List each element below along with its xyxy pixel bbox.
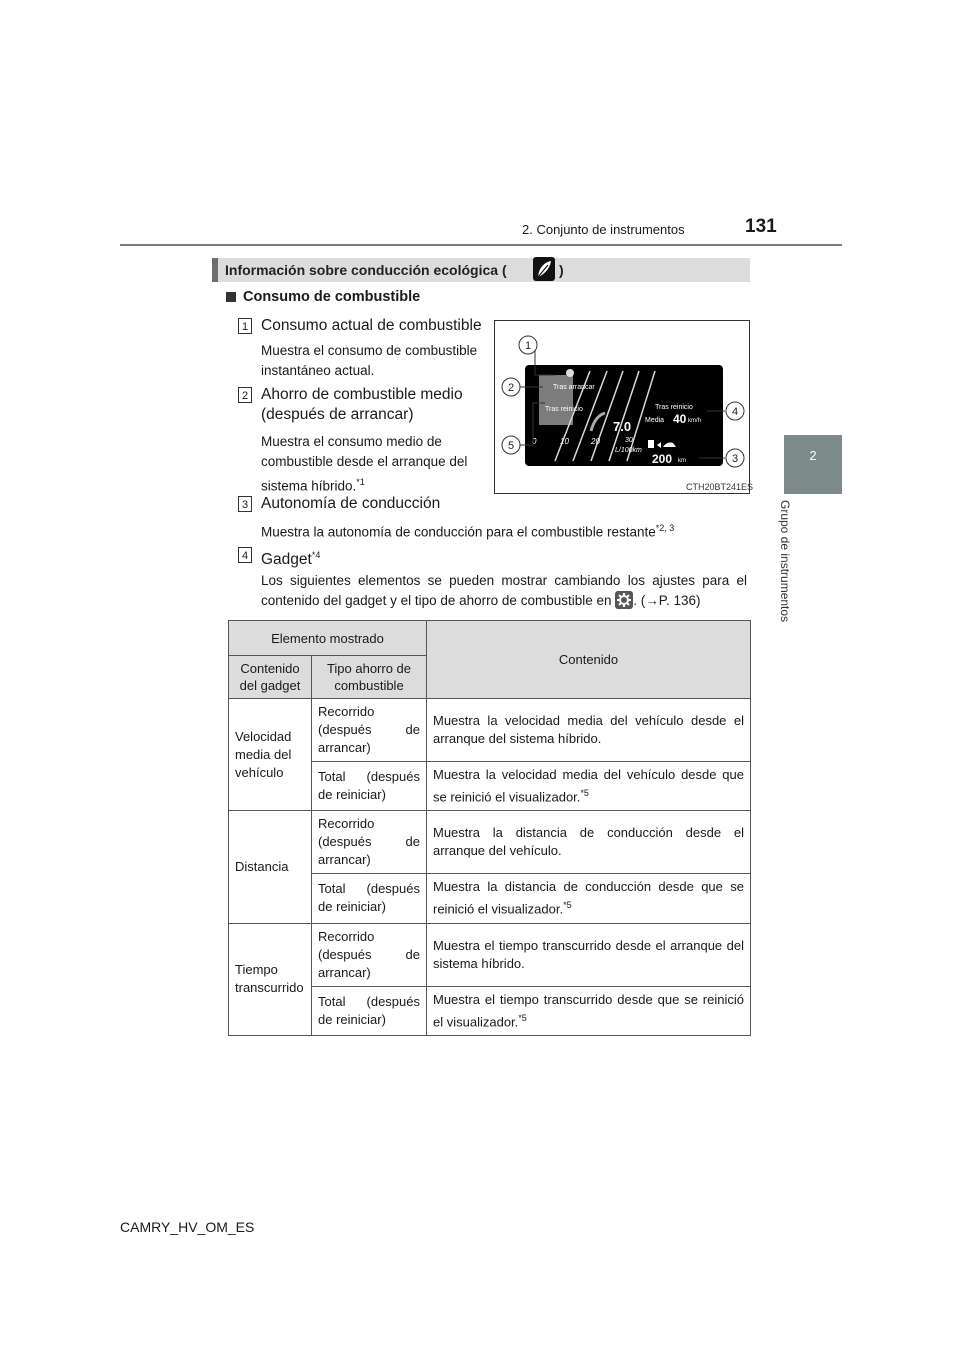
range-unit: km [678, 458, 686, 464]
chapter-number: 2 [809, 448, 817, 463]
footnote-ref: *5 [563, 900, 572, 911]
callout-5: 5 [507, 440, 515, 452]
reset-title: Tras reinicio [655, 404, 693, 411]
content-cell: Muestra la velocidad media del vehículo desde el arranque del sistema híbrido. [427, 699, 751, 762]
content-cell: Muestra la velocidad media del vehículo desde que se reinició el visualizador.$^{*5}$ [427, 762, 751, 811]
group-name: Velocidad media del vehículo [229, 699, 312, 811]
item-title: Autonomía de conducción [261, 495, 441, 512]
header-rule [120, 244, 842, 246]
footnote-ref: *5 [580, 788, 589, 798]
type-cell: Total (después de reiniciar) [312, 762, 427, 811]
content-cell: Muestra el tiempo transcurrido desde el arranque del sistema híbrido. [427, 923, 751, 986]
type-cell: Total (después de reiniciar) [312, 874, 427, 923]
scale-0: 0 [532, 437, 537, 446]
callout-3: 3 [731, 453, 739, 465]
settings-gear-icon [615, 591, 633, 609]
header-content: Contenido [427, 621, 751, 699]
footnote-ref: *2, 3 [655, 523, 675, 533]
item-title: Consumo actual de combustible [261, 317, 482, 334]
subheading: Consumo de combustible [243, 289, 421, 305]
group-name: Distancia [229, 811, 312, 923]
avg-value: 40 [673, 412, 687, 426]
header-displayed: Elemento mostrado [229, 621, 427, 656]
item-number: 1 [238, 318, 252, 334]
label-after-reset: Tras reinicio [545, 406, 583, 413]
item-title: Gadget$^{*4}$ [261, 550, 321, 569]
fuel-pump-icon [648, 440, 654, 448]
section-title: 2. Conjunto de instrumentos [522, 222, 685, 237]
item-number: 4 [238, 547, 252, 563]
info-table [228, 620, 751, 1036]
fuel-unit: L/100km [615, 447, 642, 454]
chapter-tab [784, 435, 842, 494]
chapter-label: Grupo de instrumentos [778, 500, 792, 623]
item-number: 3 [238, 496, 252, 512]
banner-close-paren: ) [559, 262, 564, 278]
header-gadget: Contenido del gadget [229, 656, 312, 699]
banner-title: Información sobre conducción ecológica ( [225, 262, 507, 278]
document-code: CAMRY_HV_OM_ES [120, 1219, 255, 1235]
scale-10: 10 [560, 437, 569, 446]
type-cell: Recorrido (después de arrancar) [312, 811, 427, 874]
item-description: Muestra el consumo de combustible instantáneo actual. [261, 343, 478, 378]
item-title: Ahorro de combustible medio (después de arrancar) [261, 386, 463, 423]
item-description: Los siguientes elementos se pueden mostrar cambiando los ajustes para el contenido del gadget y el tipo de ahorro de combustible en . (→P. 136) [261, 573, 747, 608]
page-number: 131 [745, 216, 777, 237]
callout-4: 4 [731, 406, 739, 418]
content-cell: Muestra la distancia de conducción desde el arranque del vehículo. [427, 811, 751, 874]
callout-2: 2 [507, 382, 515, 394]
label-after-start: Tras arrancar [553, 384, 595, 391]
callout-1: 1 [524, 340, 532, 352]
avg-label: Media [645, 417, 665, 424]
instrument-figure [494, 320, 750, 494]
eco-leaf-icon [533, 257, 555, 281]
range-value: 200 [652, 452, 673, 466]
bullet-square [226, 292, 236, 302]
footnote-ref: *1 [356, 477, 365, 487]
item-description: Muestra el consumo medio de combustible desde el arranque del sistema híbrido.$^{*1}$ [261, 434, 468, 494]
scale-20: 20 [591, 437, 600, 446]
footnote-ref: *4 [311, 550, 321, 560]
footnote-ref: *5 [518, 1012, 527, 1023]
content-cell: Muestra el tiempo transcurrido desde que se reinició el visualizador.$^{*5}$ [427, 986, 751, 1035]
figure-code: CTH20BT241ES [686, 482, 754, 492]
header-type: Tipo ahorro de combustible [312, 656, 427, 699]
item-number: 2 [238, 387, 252, 403]
content-cell: Muestra la distancia de conducción desde que se reinició el visualizador.$^{*5}$ [427, 874, 751, 923]
fuel-value: 7.0 [613, 419, 632, 434]
type-cell: Recorrido (después de arrancar) [312, 923, 427, 986]
type-cell: Recorrido (después de arrancar) [312, 699, 427, 762]
group-name: Tiempo transcurrido [229, 923, 312, 1035]
item-description: Muestra la autonomía de conducción para el combustible restante$^{*2, 3}$ [261, 523, 675, 540]
type-cell: Total (después de reiniciar) [312, 986, 427, 1035]
avg-unit: km/h [688, 418, 702, 424]
scale-30: 30 [625, 437, 633, 444]
